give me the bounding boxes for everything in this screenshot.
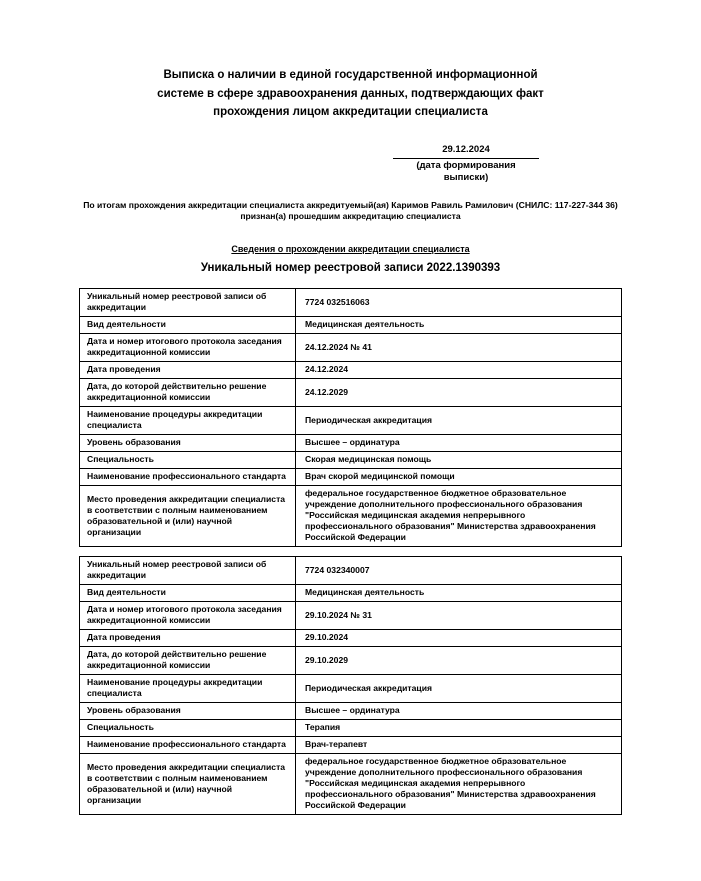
accreditation-record-table-1-body [80, 288, 622, 546]
table-row [80, 468, 622, 485]
row-value: 7724 032340007 [296, 556, 622, 584]
row-value: Врач скорой медицинской помощи [296, 468, 622, 485]
row-label: Дата и номер итогового протокола заседания аккредитационной комиссии [80, 333, 296, 361]
table-row [80, 288, 622, 316]
table-row [80, 434, 622, 451]
table-row [80, 556, 622, 584]
table-row [80, 674, 622, 702]
row-label: Наименование процедуры аккредитации специалиста [80, 674, 296, 702]
table-row [80, 485, 622, 546]
row-label: Вид деятельности [80, 584, 296, 601]
table-row [80, 378, 622, 406]
document-title-line-3: прохождения лицом аккредитации специалиста [213, 106, 488, 118]
table-row [80, 361, 622, 378]
row-label: Наименование профессионального стандарта [80, 468, 296, 485]
table-row [80, 753, 622, 814]
row-label: Место проведения аккредитации специалиста в соответствии с полным наименованием образовательной и (или) научной организации [80, 753, 296, 814]
row-value: федеральное государственное бюджетное образовательное учреждение дополнительного профессионального образования "Российская медицинская академия непрерывного профессионального образования" Министерства здравоохранения Российской Федерации [296, 753, 622, 814]
table-row [80, 702, 622, 719]
row-label: Дата и номер итогового протокола заседания аккредитационной комиссии [80, 601, 296, 629]
row-label: Специальность [80, 451, 296, 468]
row-label: Уникальный номер реестровой записи об аккредитации [80, 288, 296, 316]
table-row [80, 629, 622, 646]
document-title-line-2: системе в сфере здравоохранения данных, подтверждающих факт [157, 87, 544, 100]
extract-date-block [393, 144, 539, 184]
row-value: Терапия [296, 719, 622, 736]
row-value: федеральное государственное бюджетное образовательное учреждение дополнительного профессионального образования "Российская медицинская академия непрерывного профессионального образования" Министерства здравоохранения Российской Федерации [296, 485, 622, 546]
row-value: Периодическая аккредитация [296, 674, 622, 702]
row-label: Место проведения аккредитации специалиста в соответствии с полным наименованием образовательной и (или) научной организации [80, 485, 296, 546]
row-label: Уровень образования [80, 702, 296, 719]
table-row [80, 736, 622, 753]
table-row [80, 584, 622, 601]
accreditation-result-paragraph: По итогам прохождения аккредитации специалиста аккредитуемый(ая) Каримов Равиль Рамилович (СНИЛС: 117-227-344 36) признан(а) прошедшим аккредитацию специалиста [83, 199, 618, 221]
row-value: 7724 032516063 [296, 288, 622, 316]
extract-date-caption: (дата формирования выписки) [416, 159, 516, 183]
row-value: 29.10.2024 № 31 [296, 601, 622, 629]
row-value: 24.12.2029 [296, 378, 622, 406]
extract-date-value: 29.12.2024 [393, 144, 539, 159]
row-label: Специальность [80, 719, 296, 736]
row-label: Наименование процедуры аккредитации специалиста [80, 406, 296, 434]
row-label: Дата, до которой действительно решение аккредитационной комиссии [80, 378, 296, 406]
row-value: 29.10.2029 [296, 646, 622, 674]
table-row [80, 601, 622, 629]
row-value: Медицинская деятельность [296, 584, 622, 601]
row-value: 29.10.2024 [296, 629, 622, 646]
row-value: Высшее – ординатура [296, 702, 622, 719]
section-title: Сведения о прохождении аккредитации специалиста [231, 243, 470, 254]
row-value: Скорая медицинская помощь [296, 451, 622, 468]
row-label: Наименование профессионального стандарта [80, 736, 296, 753]
row-value: Периодическая аккредитация [296, 406, 622, 434]
document-title-line-1: Выписка о наличии в единой государственной информационной [163, 69, 538, 81]
table-row [80, 646, 622, 674]
accreditation-record-table-1 [79, 288, 622, 547]
registry-record-number-heading: Уникальный номер реестровой записи 2022.1390393 [200, 261, 501, 274]
row-label: Дата проведения [80, 361, 296, 378]
accreditation-record-table-2-body [80, 556, 622, 814]
row-value: 24.12.2024 [296, 361, 622, 378]
table-row [80, 719, 622, 736]
row-value: Врач-терапевт [296, 736, 622, 753]
accreditation-record-table-2 [79, 556, 622, 815]
table-row [80, 333, 622, 361]
row-value: 24.12.2024 № 41 [296, 333, 622, 361]
row-label: Уникальный номер реестровой записи об аккредитации [80, 556, 296, 584]
row-value: Высшее – ординатура [296, 434, 622, 451]
row-value: Медицинская деятельность [296, 316, 622, 333]
row-label: Дата, до которой действительно решение аккредитационной комиссии [80, 646, 296, 674]
row-label: Уровень образования [80, 434, 296, 451]
row-label: Дата проведения [80, 629, 296, 646]
row-label: Вид деятельности [80, 316, 296, 333]
table-row [80, 316, 622, 333]
document-title [0, 66, 701, 122]
table-row [80, 451, 622, 468]
table-row [80, 406, 622, 434]
